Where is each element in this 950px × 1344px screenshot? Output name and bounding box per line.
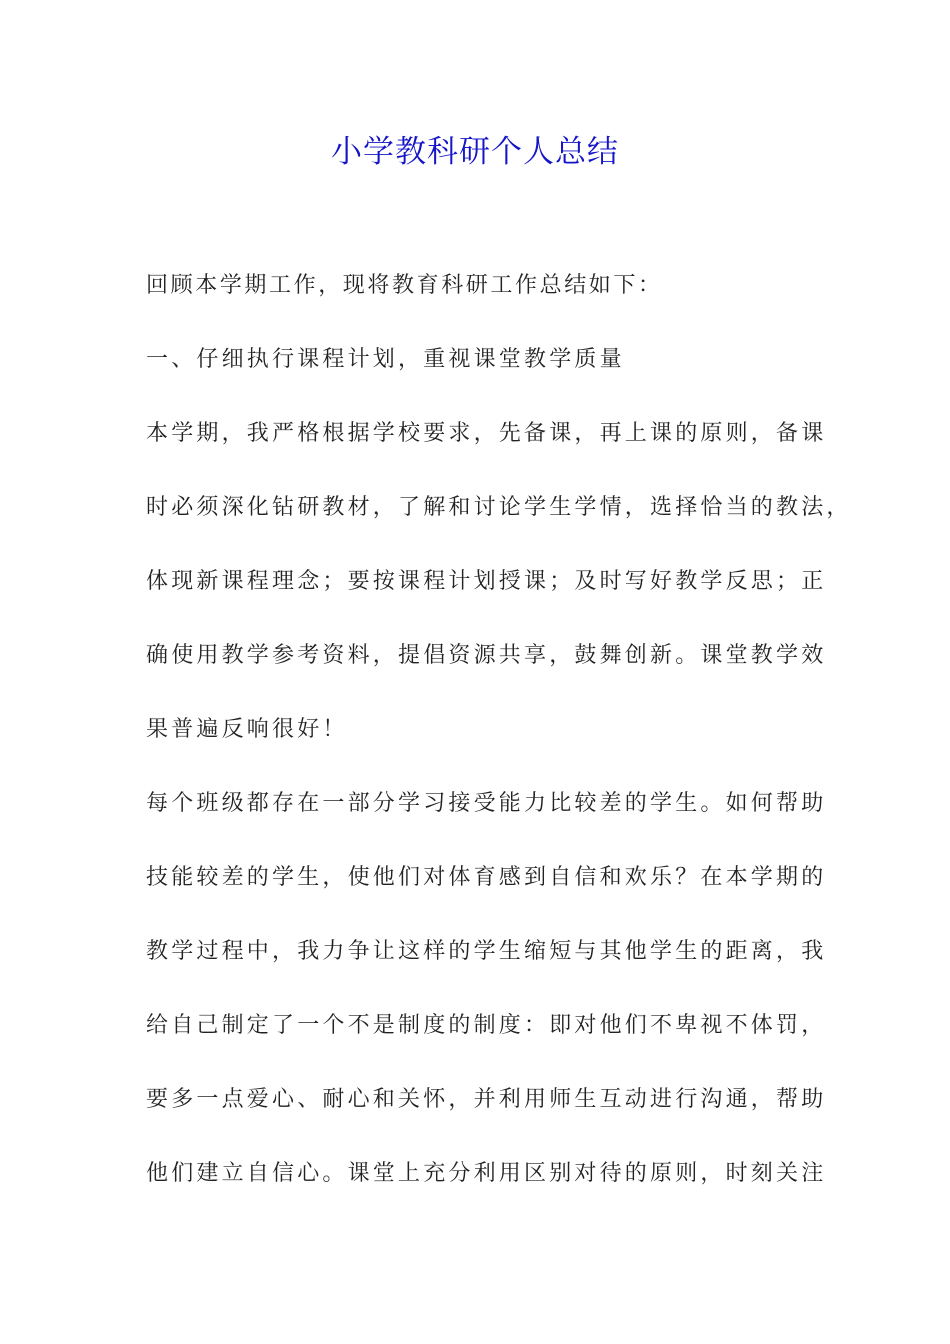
paragraph-line: 果普遍反响很好！ bbox=[146, 717, 348, 742]
paragraph-line: 确使用教学参考资料，提倡资源共享，鼓舞创新。课堂教学效 bbox=[146, 643, 827, 668]
section-heading: 一、仔细执行课程计划，重视课堂教学质量 bbox=[146, 347, 625, 372]
document-title: 小学教科研个人总结 bbox=[331, 134, 619, 170]
paragraph-line: 时必须深化钻研教材，了解和讨论学生学情，选择恰当的教法， bbox=[146, 495, 852, 520]
paragraph-line: 要多一点爱心、耐心和关怀，并利用师生互动进行沟通，帮助 bbox=[146, 1087, 827, 1112]
paragraph-line: 给自己制定了一个不是制度的制度：即对他们不卑视不体罚， bbox=[146, 1013, 827, 1038]
intro-line: 回顾本学期工作，现将教育科研工作总结如下： bbox=[146, 273, 663, 298]
paragraph-line: 体现新课程理念；要按课程计划授课；及时写好教学反思；正 bbox=[146, 569, 827, 594]
paragraph-line: 每个班级都存在一部分学习接受能力比较差的学生。如何帮助 bbox=[146, 791, 827, 816]
paragraph-line: 他们建立自信心。课堂上充分利用区别对待的原则，时刻关注 bbox=[146, 1161, 827, 1186]
paragraph-line: 技能较差的学生，使他们对体育感到自信和欢乐？在本学期的 bbox=[146, 865, 827, 890]
paragraph-line: 教学过程中，我力争让这样的学生缩短与其他学生的距离，我 bbox=[146, 939, 827, 964]
document-body bbox=[146, 260, 852, 1222]
paragraph-line: 本学期，我严格根据学校要求，先备课，再上课的原则，备课 bbox=[146, 421, 827, 446]
